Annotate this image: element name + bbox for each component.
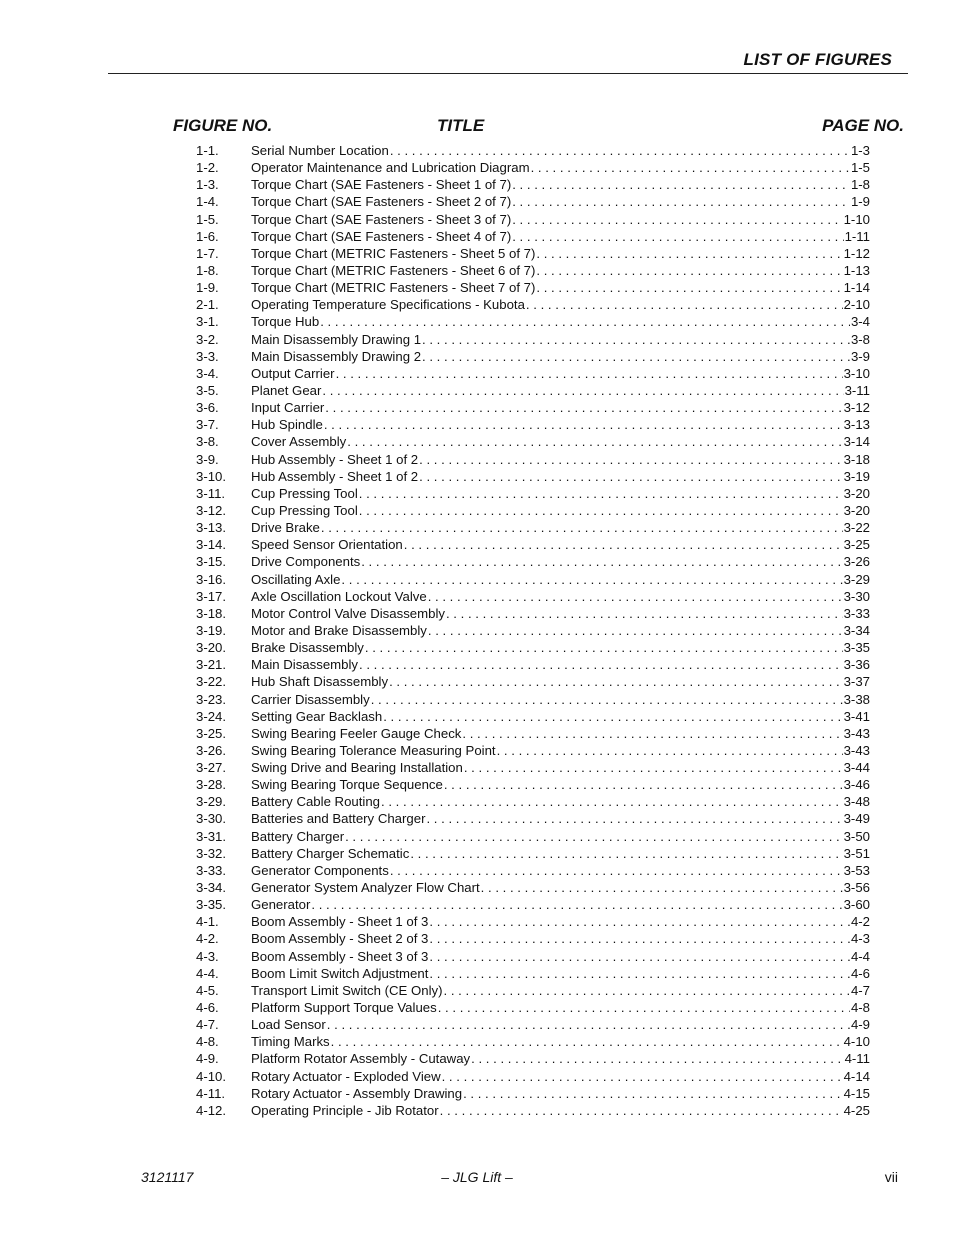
figure-page-number: 3-29 [843,571,870,587]
figure-title: Cover Assembly [251,434,347,450]
figure-title: Brake Disassembly [251,640,364,656]
figure-page-number: 3-4 [850,314,870,330]
column-header-title: TITLE [437,116,485,135]
dot-leader [429,913,850,930]
list-item[interactable] [196,1033,870,1050]
figure-title: Torque Chart (METRIC Fasteners - Sheet 5 of 7) [251,245,536,261]
figure-page-number: 3-51 [843,845,870,861]
list-item[interactable] [196,828,870,845]
figure-page-number: 4-7 [850,982,870,998]
dot-leader [440,1102,843,1119]
list-item[interactable] [196,982,870,999]
figure-number: 4-1. [196,914,219,930]
figure-number: 3-24. [196,708,227,724]
dot-leader [389,673,843,690]
list-item[interactable] [196,742,870,759]
figure-page-number: 3-30 [843,588,870,604]
figure-page-number: 1-5 [850,160,870,176]
figure-title: Main Disassembly [251,657,358,673]
figure-number: 3-4. [196,365,219,381]
list-item[interactable] [196,416,870,433]
figure-number: 3-14. [196,537,227,553]
dot-leader [321,519,843,536]
list-item[interactable] [196,433,870,450]
figure-title: Boom Assembly - Sheet 1 of 3 [251,914,429,930]
figure-title: Generator System Analyzer Flow Chart [251,880,480,896]
figure-number: 3-8. [196,434,219,450]
figure-page-number: 3-12 [843,400,870,416]
figure-title: Battery Cable Routing [251,794,381,810]
list-item[interactable] [196,536,870,553]
figure-title: Operating Temperature Specifications - Kubota [251,297,525,313]
footer-doc-number: 3121117 [141,1169,194,1185]
dot-leader [345,828,843,845]
figure-page-number: 4-4 [850,948,870,964]
dot-leader [429,965,850,982]
figure-page-number: 3-34 [843,622,870,638]
figure-title: Hub Shaft Disassembly [251,674,389,690]
figure-title: Transport Limit Switch (CE Only) [251,982,443,998]
dot-leader [371,691,843,708]
column-header-page-no: PAGE NO. [822,116,904,135]
figure-page-number: 3-56 [843,880,870,896]
dot-leader [444,982,850,999]
figure-number: 3-6. [196,400,219,416]
figure-page-number: 3-50 [843,828,870,844]
page-header-title: LIST OF FIGURES [743,50,892,69]
figure-number: 3-17. [196,588,227,604]
figure-title: Rotary Actuator - Exploded View [251,1068,441,1084]
dot-leader [325,399,842,416]
figure-page-number: 4-2 [850,914,870,930]
figure-number: 4-2. [196,931,219,947]
dot-leader [438,999,850,1016]
figure-number: 3-5. [196,382,219,398]
figure-title: Drive Components [251,554,361,570]
list-item[interactable] [196,930,870,947]
list-item[interactable] [196,588,870,605]
dot-leader [471,1050,843,1067]
dot-leader [536,262,842,279]
figure-number: 3-13. [196,520,227,536]
list-item[interactable] [196,913,870,930]
list-item[interactable] [196,331,870,348]
list-item[interactable] [196,639,870,656]
figure-page-number: 4-11 [844,1051,870,1067]
list-item[interactable] [196,879,870,896]
figure-number: 3-29. [196,794,227,810]
figure-title: Generator Components [251,862,389,878]
figure-page-number: 4-25 [843,1102,870,1118]
figure-title: Hub Spindle [251,417,323,433]
list-item[interactable] [196,382,870,399]
figure-number: 1-3. [196,177,219,193]
list-item[interactable] [196,759,870,776]
list-item[interactable] [196,725,870,742]
figure-number: 3-15. [196,554,227,570]
figure-number: 4-7. [196,1017,219,1033]
figure-title: Torque Chart (SAE Fasteners - Sheet 1 of 7) [251,177,512,193]
figure-page-number: 4-6 [850,965,870,981]
list-item[interactable] [196,1068,870,1085]
list-item[interactable] [196,691,870,708]
figure-page-number: 3-18 [843,451,870,467]
dot-leader [320,313,850,330]
figure-title: Drive Brake [251,520,320,536]
figure-number: 4-4. [196,965,219,981]
figure-page-number: 3-13 [843,417,870,433]
list-item[interactable] [196,571,870,588]
figure-number: 3-31. [196,828,227,844]
figure-title: Cup Pressing Tool [251,485,358,501]
dot-leader [390,862,843,879]
figure-page-number: 3-25 [843,537,870,553]
figure-title: Motor Control Valve Disassembly [251,605,445,621]
figure-title: Serial Number Location [251,143,389,158]
figure-number: 3-10. [196,468,227,484]
figure-title: Generator [251,897,311,913]
figure-number: 3-35. [196,897,227,913]
figure-number: 4-3. [196,948,219,964]
figure-page-number: 4-15 [843,1085,870,1101]
dot-leader [331,1033,843,1050]
header-rule [108,73,908,74]
figure-number: 3-26. [196,742,227,758]
figure-number: 1-2. [196,160,219,176]
list-item[interactable] [196,451,870,468]
list-item[interactable] [196,810,870,827]
figure-title: Carrier Disassembly [251,691,370,707]
figure-page-number: 3-8 [850,331,870,347]
dot-leader [429,930,850,947]
list-item[interactable] [196,965,870,982]
figure-title: Planet Gear [251,382,322,398]
figure-title: Platform Support Torque Values [251,1000,437,1016]
dot-leader [322,382,843,399]
figure-page-number: 3-43 [843,725,870,741]
dot-leader [365,639,843,656]
figure-page-number: 4-10 [843,1034,870,1050]
figure-number: 1-4. [196,194,219,210]
figure-title: Load Sensor [251,1017,326,1033]
figure-title: Oscillating Axle [251,571,341,587]
dot-leader [422,331,850,348]
dot-leader [359,502,843,519]
figure-number: 4-10. [196,1068,227,1084]
figure-number: 1-5. [196,211,219,227]
list-item[interactable] [196,176,870,193]
figure-title: Battery Charger [251,828,345,844]
figure-page-number: 3-41 [843,708,870,724]
figure-number: 3-20. [196,640,227,656]
list-item[interactable] [196,622,870,639]
figure-number: 4-6. [196,1000,219,1016]
figure-number: 3-3. [196,348,219,364]
figure-page-number: 1-14 [843,280,870,296]
list-item[interactable] [196,673,870,690]
dot-leader [462,725,842,742]
dot-leader [390,142,850,159]
figure-page-number: 1-13 [843,262,870,278]
footer-brand: – JLG Lift – [441,1169,513,1185]
dot-leader [512,228,843,245]
list-item[interactable] [196,228,870,245]
figure-title: Batteries and Battery Charger [251,811,426,827]
figure-number: 3-27. [196,760,227,776]
figure-page-number: 1-11 [844,228,870,244]
list-item[interactable] [196,708,870,725]
figure-number: 1-1. [196,143,219,158]
figure-title: Main Disassembly Drawing 2 [251,348,422,364]
figure-page-number: 2-10 [843,297,870,313]
list-item[interactable] [196,1050,870,1067]
figure-number: 3-25. [196,725,227,741]
dot-leader [512,193,850,210]
figure-title: Speed Sensor Orientation [251,537,403,553]
dot-leader [428,588,843,605]
dot-leader [536,245,842,262]
list-item[interactable] [196,211,870,228]
figure-page-number: 1-9 [850,194,870,210]
figure-page-number: 3-19 [843,468,870,484]
figure-page-number: 3-33 [843,605,870,621]
figure-number: 3-11. [196,485,226,501]
figure-page-number: 3-20 [843,485,870,501]
figure-page-number: 3-36 [843,657,870,673]
list-item[interactable] [196,553,870,570]
figure-page-number: 3-49 [843,811,870,827]
figure-page-number: 3-9 [850,348,870,364]
figure-page-number: 3-20 [843,502,870,518]
figure-title: Torque Hub [251,314,320,330]
list-item[interactable] [196,845,870,862]
list-item[interactable] [196,142,870,159]
dot-leader [426,810,842,827]
figure-number: 3-7. [196,417,219,433]
figure-page-number: 4-8 [850,1000,870,1016]
list-item[interactable] [196,656,870,673]
figure-number: 1-7. [196,245,219,261]
dot-leader [359,656,843,673]
list-item[interactable] [196,1102,870,1119]
dot-leader [336,365,843,382]
list-item[interactable] [196,296,870,313]
figure-number: 3-1. [196,314,219,330]
figure-title: Hub Assembly - Sheet 1 of 2 [251,468,419,484]
figure-page-number: 3-10 [843,365,870,381]
figure-page-number: 3-46 [843,777,870,793]
dot-leader [446,605,843,622]
figure-page-number: 3-44 [843,760,870,776]
dot-leader [359,485,843,502]
list-item[interactable] [196,776,870,793]
dot-leader [422,348,850,365]
list-item[interactable] [196,948,870,965]
dot-leader [381,793,843,810]
figure-page-number: 4-3 [850,931,870,947]
figure-title: Torque Chart (SAE Fasteners - Sheet 4 of 7) [251,228,512,244]
figure-page-number: 4-14 [843,1068,870,1084]
figure-number: 3-18. [196,605,227,621]
dot-leader [361,553,842,570]
list-item[interactable] [196,1085,870,1102]
figure-number: 3-34. [196,880,227,896]
dot-leader [429,948,850,965]
list-item[interactable] [196,605,870,622]
list-item[interactable] [196,896,870,913]
figure-number: 3-21. [196,657,227,673]
list-item[interactable] [196,313,870,330]
figure-title: Torque Chart (SAE Fasteners - Sheet 3 of 7) [251,211,512,227]
dot-leader [497,742,843,759]
footer-page-number: vii [884,1169,898,1185]
figure-title: Battery Charger Schematic [251,845,410,861]
figure-number: 1-8. [196,262,219,278]
list-item[interactable] [196,279,870,296]
dot-leader [419,468,842,485]
dot-leader [531,159,850,176]
column-header-figure-no: FIGURE NO. [173,116,273,135]
dot-leader [442,1068,843,1085]
figure-number: 3-9. [196,451,219,467]
figure-page-number: 3-35 [843,640,870,656]
list-item[interactable] [196,468,870,485]
dot-leader [536,279,842,296]
figure-number: 3-23. [196,691,227,707]
figure-number: 4-11. [196,1085,226,1101]
figure-title: Torque Chart (METRIC Fasteners - Sheet 7 of 7) [251,280,536,296]
figure-page-number: 3-48 [843,794,870,810]
figure-title: Hub Assembly - Sheet 1 of 2 [251,451,419,467]
dot-leader [324,416,843,433]
dot-leader [341,571,842,588]
figure-number: 4-5. [196,982,219,998]
dot-leader [526,296,843,313]
figure-page-number: 3-22 [843,520,870,536]
dot-leader [327,1016,850,1033]
figure-page-number: 3-53 [843,862,870,878]
figure-title: Operating Principle - Jib Rotator [251,1102,439,1118]
figure-title: Torque Chart (SAE Fasteners - Sheet 2 of 7) [251,194,512,210]
figure-page-number: 3-60 [843,897,870,913]
figure-page-number: 1-3 [850,143,870,158]
figure-title: Timing Marks [251,1034,330,1050]
figure-page-number: 3-11 [844,382,870,398]
figure-number: 4-8. [196,1034,219,1050]
figure-number: 4-9. [196,1051,219,1067]
list-item[interactable] [196,485,870,502]
dot-leader [481,879,843,896]
dot-leader [410,845,842,862]
list-item[interactable] [196,399,870,416]
figure-number: 1-9. [196,280,219,296]
figure-title: Operator Maintenance and Lubrication Diagram [251,160,530,176]
figure-number: 3-28. [196,777,227,793]
dot-leader [512,176,850,193]
figure-number: 3-2. [196,331,219,347]
figure-title: Swing Drive and Bearing Installation [251,760,463,776]
figure-page-number: 1-8 [850,177,870,193]
dot-leader [419,451,842,468]
figure-page-number: 1-12 [843,245,870,261]
list-item[interactable] [196,793,870,810]
figure-number: 3-33. [196,862,227,878]
list-item[interactable] [196,159,870,176]
figure-number: 3-30. [196,811,227,827]
dot-leader [311,896,842,913]
figure-page-number: 3-14 [843,434,870,450]
dot-leader [464,759,843,776]
figure-list [196,142,870,1119]
figure-number: 3-32. [196,845,227,861]
figure-number: 3-16. [196,571,227,587]
figure-title: Boom Assembly - Sheet 3 of 3 [251,948,429,964]
figure-title: Cup Pressing Tool [251,502,358,518]
figure-title: Swing Bearing Torque Sequence [251,777,443,793]
dot-leader [463,1085,843,1102]
list-item[interactable] [196,999,870,1016]
figure-title: Platform Rotator Assembly - Cutaway [251,1051,471,1067]
dot-leader [347,433,842,450]
figure-page-number: 4-9 [850,1017,870,1033]
figure-number: 3-22. [196,674,227,690]
figure-title: Axle Oscillation Lockout Valve [251,588,427,604]
dot-leader [512,211,842,228]
list-item[interactable] [196,1016,870,1033]
list-item[interactable] [196,519,870,536]
figure-title: Setting Gear Backlash [251,708,383,724]
figure-page-number: 3-26 [843,554,870,570]
figure-page-number: 3-37 [843,674,870,690]
dot-leader [383,708,842,725]
figure-number: 3-12. [196,502,227,518]
dot-leader [444,776,843,793]
list-item[interactable] [196,365,870,382]
dot-leader [428,622,843,639]
dot-leader [404,536,843,553]
figure-title: Rotary Actuator - Assembly Drawing [251,1085,463,1101]
figure-number: 2-1. [196,297,219,313]
list-item[interactable] [196,862,870,879]
figure-page-number: 3-38 [843,691,870,707]
list-item[interactable] [196,262,870,279]
list-item[interactable] [196,245,870,262]
figure-number: 4-12. [196,1102,227,1118]
list-item[interactable] [196,502,870,519]
figure-title: Torque Chart (METRIC Fasteners - Sheet 6 of 7) [251,262,536,278]
figure-title: Input Carrier [251,400,325,416]
list-item[interactable] [196,193,870,210]
figure-title: Swing Bearing Feeler Gauge Check [251,725,462,741]
figure-title: Motor and Brake Disassembly [251,622,427,638]
figure-title: Boom Assembly - Sheet 2 of 3 [251,931,429,947]
figure-title: Output Carrier [251,365,335,381]
figure-title: Boom Limit Switch Adjustment [251,965,429,981]
figure-number: 1-6. [196,228,219,244]
figure-title: Main Disassembly Drawing 1 [251,331,422,347]
figure-page-number: 1-10 [843,211,870,227]
list-item[interactable] [196,348,870,365]
figure-title: Swing Bearing Tolerance Measuring Point [251,742,496,758]
figure-page-number: 3-43 [843,742,870,758]
figure-number: 3-19. [196,622,227,638]
